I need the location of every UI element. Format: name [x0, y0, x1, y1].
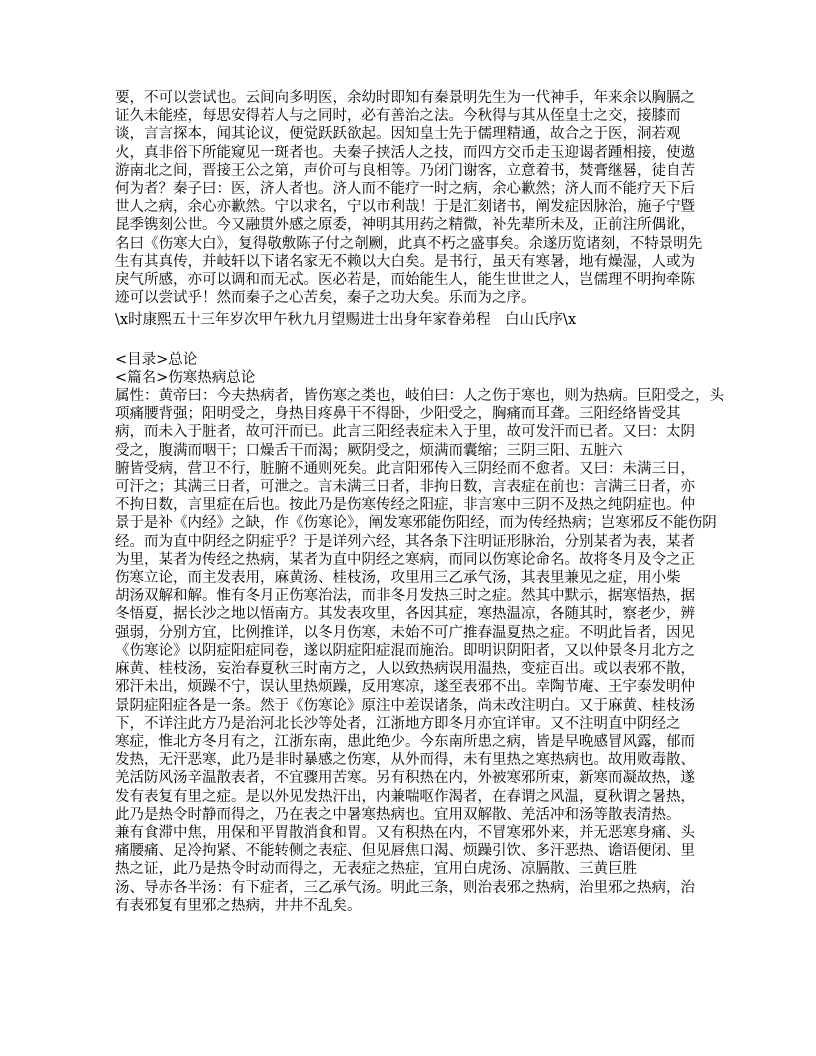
section-title-tag-line: <篇名>伤寒热病总论 [115, 369, 256, 386]
text-line: 戾气所感，亦可以调和而无忒。医必若是，而始能生人，能生世世之人，岂儒理不明拘牵陈 [115, 272, 695, 289]
text-line: 经。而为直中阴经之阴症乎？于是详列六经，其各条下注明证形脉治，分别某者为表，某者 [115, 533, 695, 550]
text-line: 游南北之间，晋接王公之第，声价可与良相等。乃闭门谢客，立意着书，焚膏继晷，徒自苦 [115, 162, 695, 179]
text-line: 何为者？秦子曰：医，济人者也。济人而不能疗一时之病，余心歉然；济人而不能疗天下后 [115, 181, 695, 198]
text-line: 病，而未入于脏者，故可汗而已。此言三阳经表症未入于里，故可发汗而已者。又曰：太阴 [115, 424, 695, 441]
text-line: 要，不可以尝试也。云间向多明医，余幼时即知有秦景明先生为一代神手，年来余以胸膈之 [115, 90, 695, 106]
text-line: 发热，无汗恶寒，此乃是非时暴感之伤寒，从外而得，未有里热之寒热病也。故用败毒散、 [115, 752, 695, 769]
body-paragraph [115, 387, 724, 915]
text-line: 为里，某者为传经之热病，某者为直中阴经之寒病，而同以伤寒论命名。故将冬月及令之正 [115, 551, 695, 568]
text-line: 羌活防风汤辛温散表者，不宜骤用苦寒。另有积热在内，外被寒邪所束，新寒而凝故热，遂 [115, 770, 695, 787]
text-line: 谈，言言探本，闻其论议，便觉跃跃欲起。因知皇士先于儒理精通，故合之于医，洞若观 [115, 126, 681, 143]
text-line: 属性：黄帝曰：今夫热病者，皆伤寒之类也，岐伯曰：人之伤于寒也，则为热病。巨阳受之，头 [115, 388, 724, 405]
text-line: 腑皆受病，营卫不行，脏腑不通则死矣。此言阳邪传入三阴经而不愈者。又曰：未满三日， [115, 460, 695, 477]
text-line: 痛腰痛、足冷拘紧、不能转侧之表症、但见唇焦口渴、烦躁引饮、多汗恶热、谵语便闭、里 [115, 843, 695, 860]
preface-paragraph [115, 89, 716, 307]
text-line: 兼有食滞中焦，用保和平胃散消食和胃。又有积热在内，不冒寒邪外来，并无恶寒身痛、头 [115, 824, 695, 841]
text-line: 汤、导赤各半汤：有下症者，三乙承气汤。明此三条，则治表邪之热病，治里邪之热病，治 [115, 879, 695, 896]
text-line: 强弱，分别方宜，比例推详，以冬月伤寒，未始不可广推春温夏热之症。不明此旨者，因见 [115, 624, 695, 641]
text-line: 冬悟夏，据长沙之地以悟南方。其发表攻里，各因其症，寒热温凉，各随其时，察老少，辨 [115, 606, 695, 623]
text-line: 寒症，惟北方冬月有之，江浙东南，患此绝少。今东南所患之病，皆是早晚感冒风露，郁而 [115, 733, 695, 750]
text-line: 不拘日数，言里症在后也。按此乃是伤寒传经之阳症，非言寒中三阴不及热之纯阴症也。仲 [115, 497, 695, 514]
text-line: 受之，腹满而咽干；口燥舌干而渴；厥阴受之，烦满而囊缩；三阴三阳、五脏六 [115, 442, 623, 459]
text-line: 邪汗未出，烦躁不宁，误认里热烦躁，反用寒凉，遂至表邪不出。幸陶节庵、王宇泰发明仲 [115, 679, 695, 696]
text-line: 世人之病，余心亦歉然。宁以求名，宁以市利哉！于是汇刻诸书，阐发症因脉治，施子宁暨 [115, 199, 695, 216]
text-line: 此乃是热令时静而得之，乃在表之中暑寒热病也。宜用双解散、羌活冲和汤等散表清热。 [115, 806, 681, 823]
text-line: 伤寒立论，而主发表用，麻黄汤、桂枝汤，攻里用三乙承气汤，其表里兼见之症，用小柴 [115, 570, 681, 587]
text-line: 火，真非俗下所能窥见一斑者也。夫秦子挟活人之技，而四方交币走玉迎谒者踵相接，使遨 [115, 144, 695, 161]
text-line: 生有其真传，并岐轩以下诸名家无不赖以大白矣。是书行，虽天有寒暑，地有燥湿，人或为 [115, 253, 695, 270]
text-line: 名曰《伤寒大白》，复得敬敷陈子付之剞劂，此真不朽之盛事矣。余遂历览诸刻，不特景明先 [115, 235, 703, 252]
text-line: 景阴症阳症各是一条。然于《伤寒论》原注中差误诸条，尚未改注明白。又于麻黄、桂枝汤 [115, 697, 695, 714]
text-line: 昆季镌刻公世。今又融贯外感之原委，神明其用药之精微，补先辈所未及，正前注所偶讹， [115, 217, 695, 234]
text-line: 迹可以尝试乎！然而秦子之心苦矣，秦子之功大矣。乐而为之序。 [115, 290, 536, 307]
text-line: 有表邪复有里邪之热病，井井不乱矣。 [115, 897, 362, 914]
text-line: 景于是补《内经》之缺，作《伤寒论》，阐发寒邪能伤阳经，而为传经热病；岂寒邪反不能伤阴 [115, 515, 717, 532]
toc-tag-line: <目录>总论 [115, 351, 198, 368]
text-line: 项痛腰背强；阳明受之，身热目疼鼻干不得卧，少阳受之，胸痛而耳聋。三阳经络皆受其 [115, 406, 681, 423]
text-line: 热之证，此乃是热令时动而得之，无表症之热症，宜用白虎汤、凉膈散、三黄巨胜 [115, 861, 637, 878]
text-line: 可汗之；其满三日者，可泄之。言未满三日者，非拘日数，言表症在前也：言满三日者，亦 [115, 479, 695, 496]
text-line: 下，不详注此方乃是治河北长沙等处者，江浙地方即冬月亦宜详审。又不注明直中阴经之 [115, 715, 681, 732]
text-line: 胡汤双解和解。惟有冬月正伤寒治法，而非冬月发热三时之症。然其中默示，据寒悟热，据 [115, 588, 695, 605]
text-line: 麻黄、桂枝汤，妄治春夏秋三时南方之，人以致热病误用温热，变症百出。或以表邪不散， [115, 661, 695, 678]
text-line: 《伤寒论》以阴症阳症同卷，遂以阴症阳症混而施治。即明识阴阳者，又以仲景冬月北方之 [115, 642, 695, 659]
text-line: 发有表复有里之症。是以外见发热汗出，内兼喘呕作渴者，在春谓之风温，夏秋谓之暑热， [115, 788, 695, 805]
text-line: 证久未能痊，每思安得若人与之同时，必有善治之法。今秋得与其从侄皇士之交，接膝而 [115, 108, 681, 125]
preface-attribution-line: \x时康熙五十三年岁次甲午秋九月望赐进士出身年家眷弟程 白山氏序\x [115, 312, 577, 329]
